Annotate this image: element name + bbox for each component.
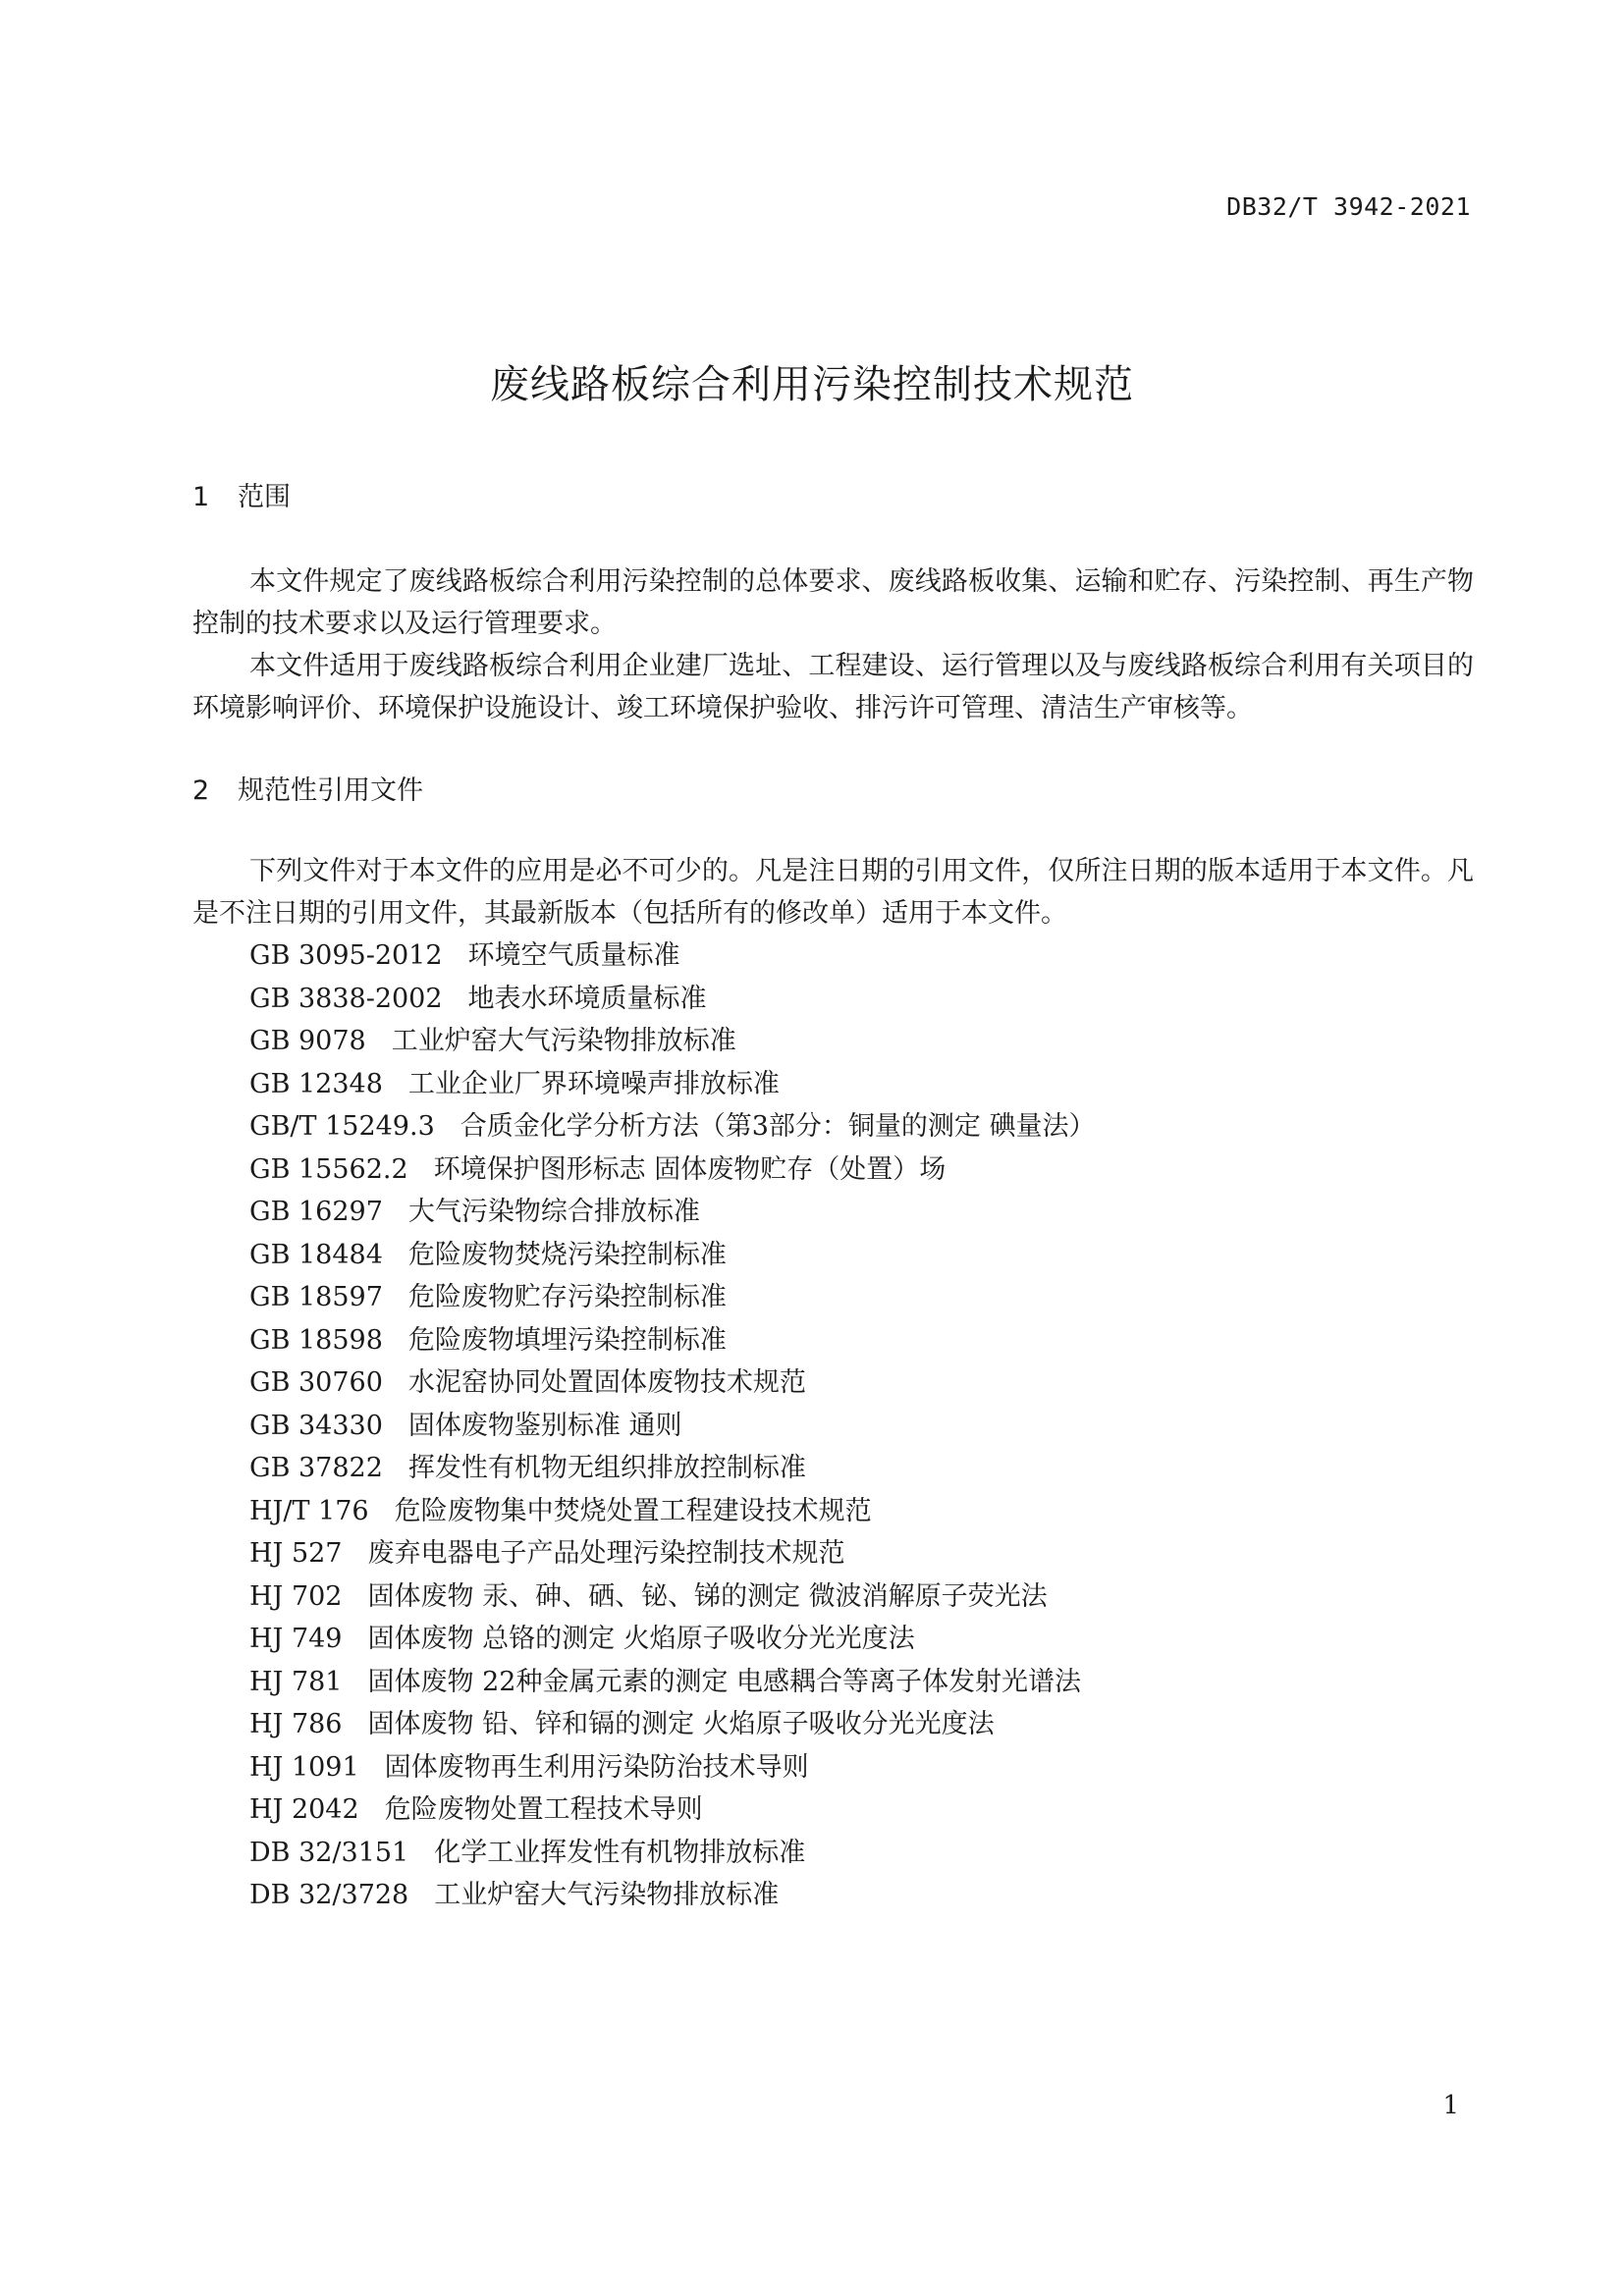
reference-item: [249, 1063, 1096, 1106]
reference-code: HJ 527: [249, 1538, 343, 1569]
reference-code: GB 3838-2002: [249, 983, 443, 1014]
reference-list: [249, 934, 1096, 1917]
document-code: DB32/T 3942-2021: [1226, 192, 1471, 221]
reference-code: HJ 749: [249, 1624, 343, 1654]
reference-code: HJ 781: [249, 1666, 343, 1697]
reference-name: 危险废物填埋污染控制标准: [407, 1324, 727, 1356]
reference-item: [249, 1105, 1096, 1148]
reference-code: GB 12348: [249, 1068, 383, 1099]
reference-code: GB/T 15249.3: [249, 1111, 435, 1142]
reference-item: [249, 1020, 1096, 1063]
reference-name: 危险废物贮存污染控制标准: [407, 1282, 727, 1312]
reference-item: [249, 1532, 1096, 1575]
reference-name: 工业炉窑大气污染物排放标准: [434, 1880, 780, 1910]
reference-item: [249, 1618, 1096, 1661]
reference-code: HJ 2042: [249, 1794, 359, 1825]
section-1-number: 1: [192, 482, 210, 512]
reference-code: DB 32/3728: [249, 1880, 409, 1910]
reference-name: 工业炉窑大气污染物排放标准: [391, 1026, 736, 1056]
reference-name: 固体废物 总铬的测定 火焰原子吸收分光光度法: [367, 1624, 915, 1654]
reference-code: GB 16297: [249, 1197, 383, 1227]
reference-item: [249, 1575, 1096, 1619]
reference-item: [249, 1490, 1096, 1533]
reference-item: [249, 1276, 1096, 1319]
reference-name: 危险废物焚烧污染控制标准: [407, 1239, 727, 1270]
reference-item: [249, 1661, 1096, 1704]
reference-name: 固体废物再生利用污染防治技术导则: [384, 1751, 809, 1783]
section-1-heading: [192, 475, 291, 513]
reference-item: [249, 934, 1096, 978]
reference-name: 危险废物集中焚烧处置工程建设技术规范: [394, 1495, 872, 1526]
document-title: 废线路板综合利用污染控制技术规范: [490, 362, 1134, 407]
reference-item: [249, 1746, 1096, 1789]
reference-item: [249, 1874, 1096, 1917]
reference-code: GB 3095-2012: [249, 940, 443, 971]
reference-code: DB 32/3151: [249, 1837, 409, 1868]
reference-item: [249, 1319, 1096, 1362]
reference-code: GB 15562.2: [249, 1153, 408, 1185]
reference-name: 地表水环境质量标准: [467, 983, 707, 1014]
reference-name: 挥发性有机物无组织排放控制标准: [407, 1453, 806, 1483]
reference-item: [249, 1191, 1096, 1234]
section-2-number: 2: [192, 775, 210, 806]
reference-code: HJ 1091: [249, 1751, 359, 1783]
reference-name: 固体废物 铅、锌和镉的测定 火焰原子吸收分光光度法: [367, 1709, 995, 1739]
reference-code: GB 37822: [249, 1453, 383, 1483]
reference-item: [249, 1832, 1096, 1875]
reference-code: GB 9078: [249, 1026, 366, 1056]
reference-item: [249, 1405, 1096, 1448]
reference-code: GB 18597: [249, 1282, 383, 1312]
reference-item: [249, 978, 1096, 1021]
section-1-paragraph-1: 本文件规定了废线路板综合利用污染控制的总体要求、废线路板收集、运输和贮存、污染控制、再生产物控制的技术要求以及运行管理要求。: [192, 566, 1474, 639]
reference-item: [249, 1234, 1096, 1277]
reference-name: 废弃电器电子产品处理污染控制技术规范: [367, 1538, 845, 1569]
reference-code: HJ 786: [249, 1709, 343, 1739]
reference-code: GB 18598: [249, 1324, 383, 1356]
reference-code: GB 30760: [249, 1367, 383, 1398]
reference-name: 合质金化学分析方法（第3部分：铜量的测定 碘量法）: [460, 1111, 1096, 1142]
section-2-intro: 下列文件对于本文件的应用是必不可少的。凡是注日期的引用文件，仅所注日期的版本适用于本文件。凡是不注日期的引用文件，其最新版本（包括所有的修改单）适用于本文件。: [192, 856, 1474, 929]
reference-name: 固体废物鉴别标准 通则: [407, 1410, 682, 1441]
reference-name: 环境保护图形标志 固体废物贮存（处置）场: [433, 1153, 947, 1185]
reference-item: [249, 1703, 1096, 1746]
reference-code: GB 18484: [249, 1239, 383, 1270]
reference-item: [249, 1362, 1096, 1405]
reference-item: [249, 1789, 1096, 1832]
reference-name: 危险废物处置工程技术导则: [384, 1794, 703, 1825]
reference-name: 化学工业挥发性有机物排放标准: [434, 1837, 806, 1868]
reference-name: 环境空气质量标准: [467, 940, 680, 971]
reference-code: HJ/T 176: [249, 1495, 369, 1526]
section-2-title: 规范性引用文件: [238, 775, 423, 806]
reference-name: 大气污染物综合排放标准: [407, 1197, 700, 1227]
reference-name: 固体废物 22种金属元素的测定 电感耦合等离子体发射光谱法: [367, 1666, 1082, 1697]
reference-name: 固体废物 汞、砷、硒、铋、锑的测定 微波消解原子荧光法: [367, 1580, 1048, 1612]
section-2-heading: [192, 769, 423, 807]
section-1-title: 范围: [238, 482, 291, 512]
section-1-paragraph-2: 本文件适用于废线路板综合利用企业建厂选址、工程建设、运行管理以及与废线路板综合利用有关项目的环境影响评价、环境保护设施设计、竣工环境保护验收、排污许可管理、清洁生产审核等。: [192, 651, 1474, 723]
reference-name: 水泥窑协同处置固体废物技术规范: [407, 1367, 806, 1398]
reference-item: [249, 1148, 1096, 1192]
reference-code: HJ 702: [249, 1580, 343, 1612]
reference-item: [249, 1447, 1096, 1490]
page-number: 1: [1442, 2091, 1459, 2120]
reference-name: 工业企业厂界环境噪声排放标准: [407, 1068, 780, 1099]
reference-code: GB 34330: [249, 1410, 383, 1441]
